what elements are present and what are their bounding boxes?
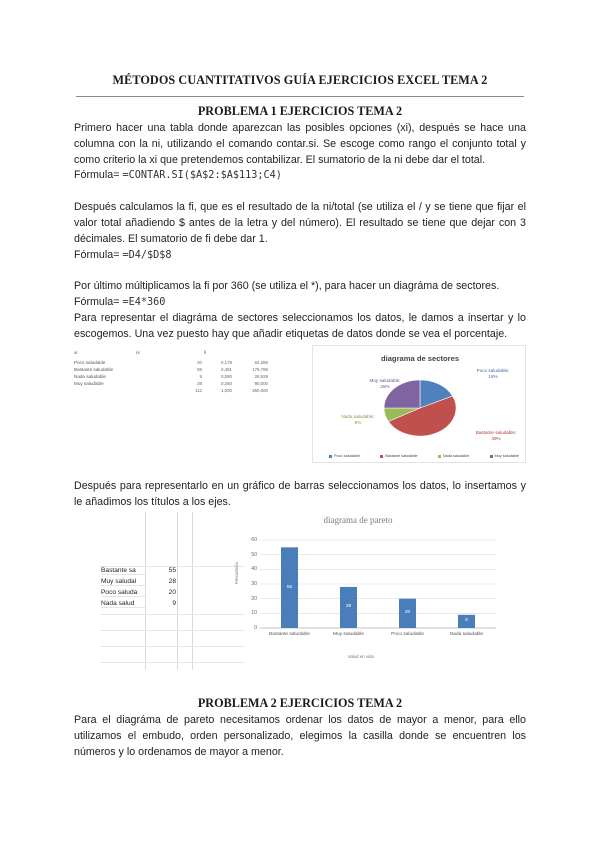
sheet-row-value: 20 (168, 589, 176, 596)
legend-item (490, 454, 519, 458)
bar-value-label: 28 (345, 604, 352, 610)
pie-chart (312, 345, 526, 463)
table-row-fi: 0,250 (221, 381, 232, 386)
pie-label-nada-pct: 8% (354, 420, 362, 425)
problem1-paragraph3: Por último múltiplicamos la fi por 360 (se utiliza el *), para hacer un diagráma de sectores. (74, 280, 500, 292)
pie-label-bastante-name: Bastante saludable (475, 430, 515, 435)
sheet-row-label: Bastante sa (101, 567, 145, 575)
bar-chart-title: diagrama de pareto (323, 515, 393, 525)
legend-swatch (380, 455, 383, 458)
formula3-text: =E4*360 (122, 297, 166, 308)
formula2-line (74, 247, 526, 264)
legend-swatch (329, 455, 332, 458)
table-row-ni: 28 (197, 381, 202, 386)
formula2-label: Fórmula= (74, 249, 120, 261)
pie-legend (329, 454, 519, 458)
table-row-deg: 176,786 (252, 367, 268, 372)
bar-chart-xlabel: salud en vida (348, 654, 374, 659)
pie-chart-svg (313, 346, 527, 464)
pie-label-poco: Poco saludable; 18% (476, 368, 510, 379)
frequency-table-image (74, 350, 274, 410)
bar-xtick-label: Bastante saludable (269, 632, 310, 637)
formula1-line (74, 167, 526, 184)
table-row-label: Nada saludable (74, 374, 106, 379)
problem1-paragraph4-line1: Para representar el diagráma de sectores seleccionamos los datos, le damos a insertar y lo (74, 312, 526, 324)
problem1-paragraph1-line3: como criterio la xi que pretendemos contabilizar. El sumatorio de la ni debe dar el total. (74, 154, 486, 166)
sheet-gridline (100, 614, 245, 615)
problem2-paragraph-line1: Para el diagráma de pareto necesitamos ordenar los datos de mayor a menor, para ello (74, 714, 526, 726)
formula2-text: =D4/$D$8 (122, 250, 172, 261)
table-row-label: Muy saludable (74, 381, 104, 386)
pie-label-nada-name: Nada saludable (341, 414, 374, 419)
formula1-label: Fórmula= (74, 169, 120, 181)
table-total-fi: 1,000 (221, 388, 232, 393)
problem1-paragraph5-line2: le añadimos los títulos a los ejes. (74, 496, 231, 508)
bar-value-label: 9 (465, 618, 468, 624)
bar-ytick-label: 0 (254, 625, 257, 631)
table-row-ni: 9 (199, 374, 202, 379)
bar-value-label: 55 (286, 584, 293, 590)
problem1-paragraph5-line1: Después para representarlo en un gráfico de barras seleccionamos los datos, lo insertamos y (74, 480, 526, 492)
problem1-paragraph2-line3: décimales. El sumatorio de fi debe dar 1. (74, 233, 268, 245)
table-row-fi: 0,491 (221, 367, 232, 372)
table-total-ni: 112 (195, 388, 202, 393)
sheet-gridline (100, 646, 245, 647)
bar-xtick-label: Muy saludable (333, 632, 364, 637)
table-row-label: Bastante saludable (74, 367, 114, 372)
pie-label-nada: Nada saludable; 8% (341, 414, 375, 425)
bar-chart-ylabel: Frecuencia (234, 562, 239, 584)
pie-label-bastante: Bastante saludable; 49% (475, 430, 517, 441)
table-header-xi: xi (74, 350, 78, 355)
formula1-text: =CONTAR.SI($A$2:$A$113;C4) (122, 170, 282, 181)
formula3-label: Fórmula= (74, 296, 120, 308)
title-divider (76, 96, 524, 97)
bar-chart-labels (238, 528, 506, 664)
document-title: MÉTODOS CUANTITATIVOS GUÍA EJERCICIOS EXCEL TEMA 2 (112, 73, 488, 87)
problem2-paragraph-line2: utilizamos el embudo, orden personalizado, elegimos la casilla donde se encuentren los (74, 730, 526, 742)
legend-swatch (490, 455, 493, 458)
table-header-ni: ni (136, 350, 140, 355)
sheet-row-label: Nada salud (101, 600, 145, 608)
sheet-row-value: 55 (168, 567, 176, 574)
table-row-deg: 90,000 (254, 381, 268, 386)
table-total-deg: 360,000 (252, 388, 268, 393)
legend-label: Muy saludable (494, 454, 519, 458)
legend-item (438, 454, 469, 458)
sheet-gridline (100, 662, 245, 663)
sheet-row-value: 28 (168, 578, 176, 585)
bar-ytick-label: 40 (251, 566, 257, 573)
bar-ytick-label: 10 (251, 610, 257, 617)
problem1-paragraph4-line2: escogemos. Una vez puesto hay que añadir etiquetas de datos donde se vea el porcentaje. (74, 328, 508, 340)
bar-ytick-label: 60 (251, 537, 257, 543)
bar-ytick-label: 30 (251, 581, 257, 587)
bar-ytick-label: 20 (251, 595, 257, 602)
table-row-ni: 55 (197, 367, 202, 372)
bar-chart (234, 528, 506, 664)
table-row-fi: 0,080 (221, 374, 232, 379)
pie-label-muy-name: Muy saludable (369, 378, 400, 383)
table-header-fi: fi (204, 350, 207, 355)
legend-swatch (438, 455, 441, 458)
pie-label-poco-pct: 18% (488, 374, 498, 379)
bar-value-label: 20 (404, 610, 411, 616)
table-row-fi: 0,179 (221, 360, 232, 365)
problem1-heading: PROBLEMA 1 EJERCICIOS TEMA 2 (197, 104, 403, 118)
sheet-row-label: Muy saludal (101, 578, 145, 586)
table-row-deg: 28,929 (254, 374, 268, 379)
legend-item (329, 454, 360, 458)
legend-label: Nada saludable (442, 454, 470, 458)
problem1-paragraph1-line2: columna con la ni, utilizando el comando contar.si. Se escoge como rango el conjunto total y (74, 138, 526, 150)
table-row-deg: 64,286 (254, 360, 268, 365)
pie-label-muy-pct: 25% (380, 384, 390, 389)
problem2-heading: PROBLEMA 2 EJERCICIOS TEMA 2 (197, 696, 403, 710)
legend-item (380, 454, 417, 458)
problem2-paragraph-line3: números y lo ordenamos de mayor a menor. (74, 746, 284, 758)
pie-label-muy: Muy saludable; 25% (369, 378, 401, 389)
pie-label-poco-name: Poco saludable (476, 368, 509, 373)
pie-label-bastante-pct: 49% (491, 436, 501, 441)
pie-chart-title: diagrama de sectores (380, 354, 460, 363)
problem1-paragraph2-line2: valor total añadiendo $ antes de la letra y del número). El resultado se tiene que dejar con 3 (74, 217, 526, 229)
bar-xtick-label: Poco saludable (391, 632, 424, 637)
table-row-label: Poco saludable (74, 360, 106, 365)
bar-xtick-label: Nada saludable (449, 632, 484, 637)
legend-label: Bastante saludable (385, 454, 418, 458)
legend-label: Poco saludable (334, 454, 360, 458)
sheet-row-value: 9 (172, 600, 176, 607)
sheet-gridline (100, 630, 245, 631)
table-row-ni: 20 (197, 360, 202, 365)
sheet-row-label: Poco saluda (101, 589, 145, 597)
bar-ytick-label: 50 (251, 551, 257, 558)
formula3-line (74, 294, 526, 311)
problem1-paragraph2-line1: Después calculamos la fi, que es el resultado de la ni/total (se utiliza el / y se tiene que fijar el (74, 201, 526, 213)
problem1-paragraph1-line1: Primero hacer una tabla donde aparezcan las posibles opciones (xi), después se hace una (74, 122, 526, 134)
